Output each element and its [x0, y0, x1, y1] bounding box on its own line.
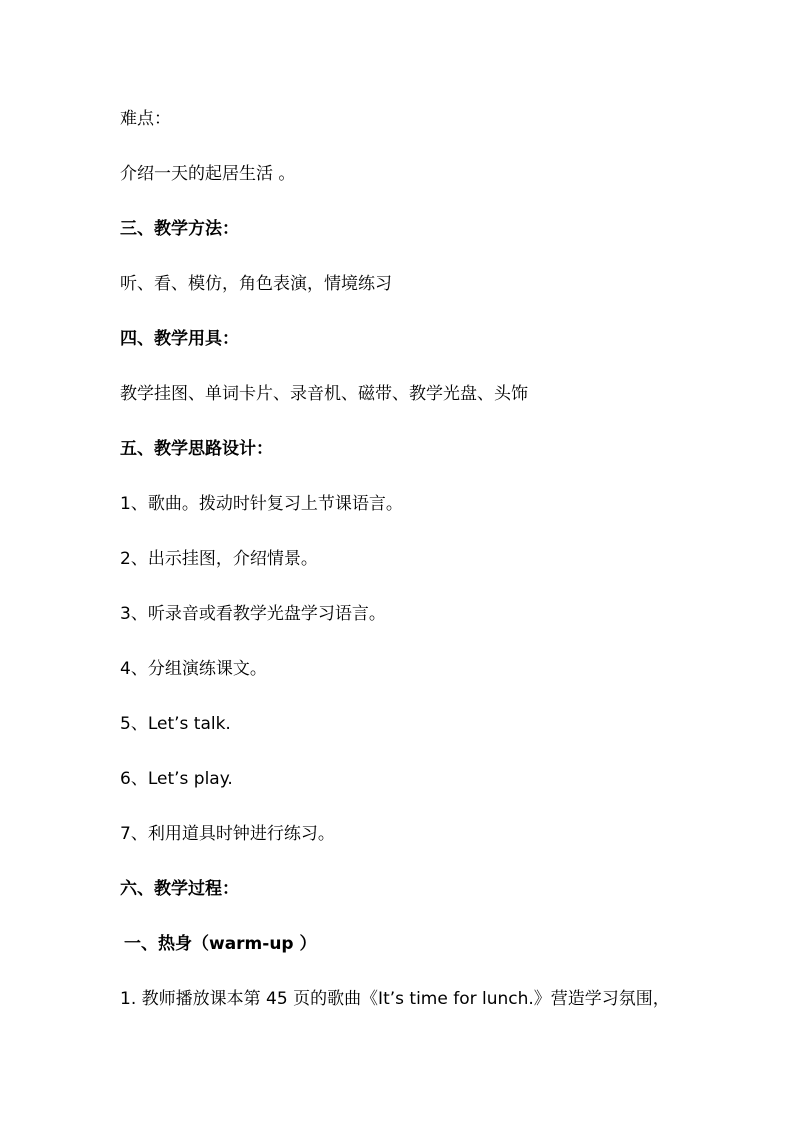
- warm-up-step-1: 1. 教师播放课本第 45 页的歌曲《It’s time for lunch.》营造学习氛围，: [120, 989, 670, 1009]
- design-step-1: 1、歌曲。拨动时针复习上节课语言。: [120, 494, 403, 514]
- difficulty-label: 难点：: [120, 109, 171, 129]
- design-step-7: 7、利用道具时钟进行练习。: [120, 824, 335, 844]
- section-heading-methods: 三、教学方法：: [120, 219, 239, 239]
- design-step-6: 6、Let’s play.: [120, 769, 233, 789]
- tools-text: 教学挂图、单词卡片、录音机、磁带、教学光盘、头饰: [120, 384, 528, 404]
- methods-text: 听、看、模仿，角色表演，情境练习: [120, 274, 392, 294]
- design-step-3: 3、听录音或看教学光盘学习语言。: [120, 604, 386, 624]
- section-heading-process: 六、教学过程：: [120, 879, 239, 899]
- section-heading-design: 五、教学思路设计：: [120, 439, 273, 459]
- section-heading-tools: 四、教学用具：: [120, 329, 239, 349]
- design-step-5: 5、Let’s talk.: [120, 714, 231, 734]
- difficulty-text: 介绍一天的起居生活 。: [120, 164, 296, 184]
- design-step-2: 2、出示挂图，介绍情景。: [120, 549, 318, 569]
- design-step-4: 4、分组演练课文。: [120, 659, 267, 679]
- subheading-warm-up: 一、热身（warm-up ）: [124, 934, 317, 954]
